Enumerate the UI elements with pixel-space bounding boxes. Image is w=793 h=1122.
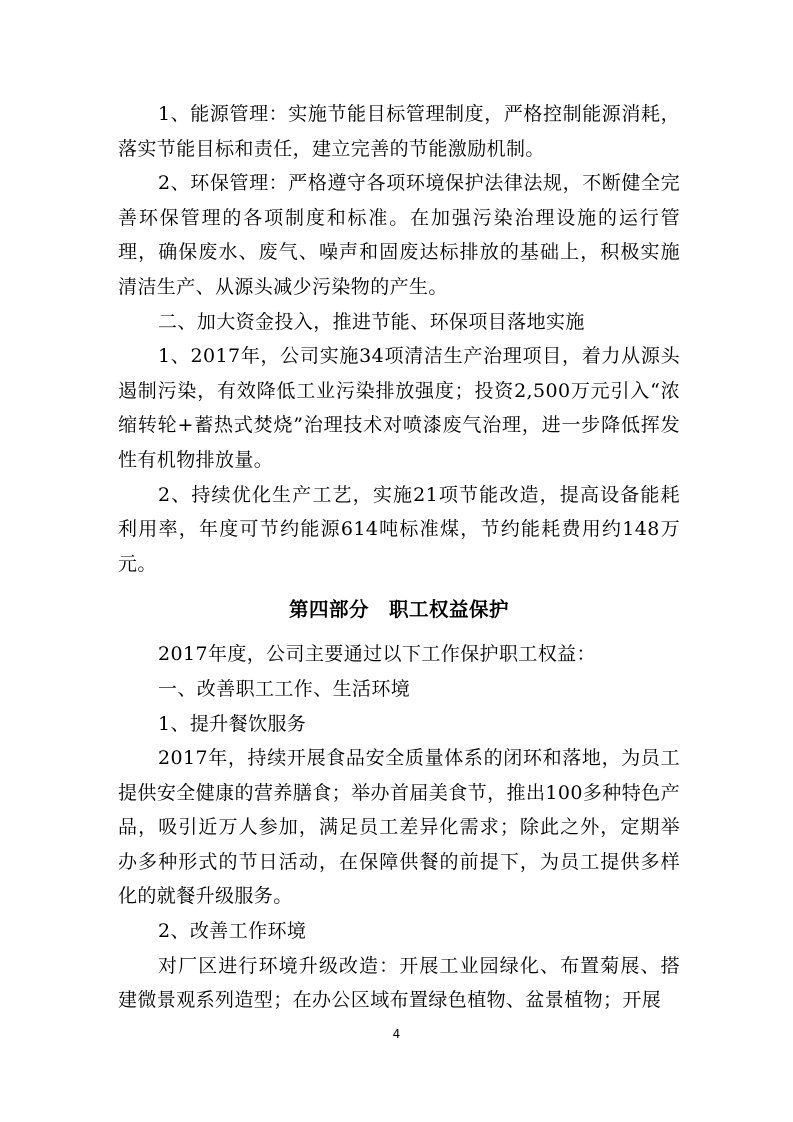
paragraph-clean-production: 1、2017年，公司实施34项清洁生产治理项目，着力从源头遏制污染，有效降低工业污染排放强度；投资2,500万元引入“浓缩转轮+蓄热式焚烧”治理技术对喷漆废气治理，进一步降低挥发性有机物排放量。 [118, 345, 680, 471]
paragraph-energy-saving: 2、持续优化生产工艺，实施21项节能改造，提高设备能耗利用率，年度可节约能源614吨标准煤，节约能耗费用约148万元。 [118, 483, 680, 575]
paragraph-subheading-environment: 一、改善职工工作、生活环境 [158, 677, 411, 700]
paragraph-investment-heading: 二、加大资金投入，推进节能、环保项目落地实施 [158, 310, 585, 333]
paragraph-environmental-management: 2、环保管理：严格遵守各项环境保护法律法规，不断健全完善环保管理的各项制度和标准。在加强污染治理设施的运行管理，确保废水、废气、噪声和固废达标排放的基础上，积极实施清洁生产、从源头减少污染物的产生。 [118, 172, 680, 298]
paragraph-work-environment-detail: 对厂区进行环境升级改造：开展工业园绿化、布置菊展、搭建微景观系列造型；在办公区域布置绿色植物、盆景植物；开展 [118, 954, 680, 1012]
page-number: 4 [392, 1027, 401, 1041]
paragraph-subheading-work-environment: 2、改善工作环境 [158, 920, 307, 943]
page-content [118, 97, 680, 1018]
paragraph-intro: 2017年度，公司主要通过以下工作保护职工权益： [158, 643, 596, 666]
paragraph-energy-management: 1、能源管理：实施节能目标管理制度，严格控制能源消耗，落实节能目标和责任，建立完善的节能激励机制。 [118, 103, 680, 160]
section-heading: 第四部分 职工权益保护 [288, 598, 509, 622]
paragraph-catering-detail: 2017年，持续开展食品安全质量体系的闭环和落地，为员工提供安全健康的营养膳食；举办首届美食节，推出100多种特色产品，吸引近万人参加，满足员工差异化需求；除此之外，定期举办多种形式的节日活动，在保障供餐的前提下，为员工提供多样化的就餐升级服务。 [118, 747, 680, 908]
paragraph-subheading-catering: 1、提升餐饮服务 [158, 712, 307, 735]
